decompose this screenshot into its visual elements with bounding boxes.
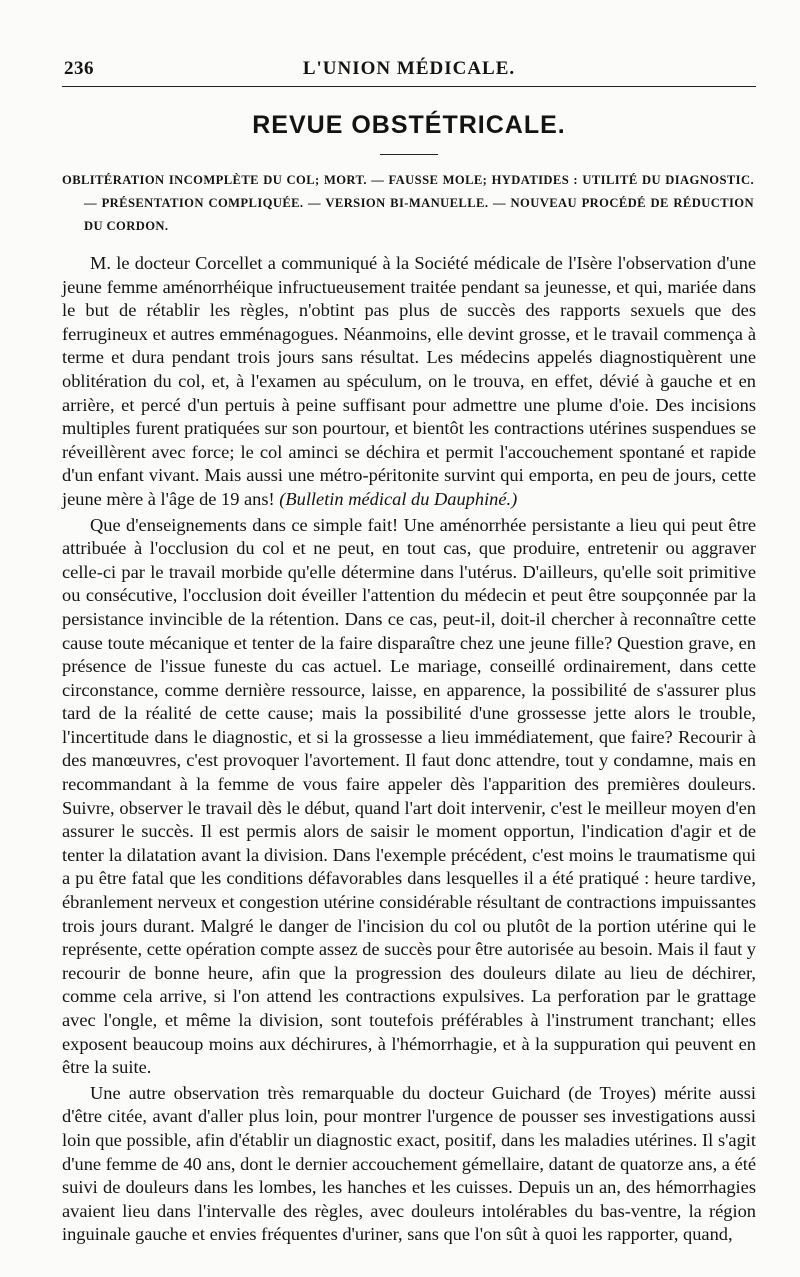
paragraph-text: M. le docteur Corcellet a communiqué à la Société médicale de l'Isère l'observation d'une jeune femme aménorrhéique infructueusement traitée pendant sa jeunesse, et qui, mariée dans le but de rétablir les règles, n'obtint pas plus de succès des rapports sexuels que des ferrugineux et autres emménagogues. Néanmoins, elle devint grosse, et le travail commença à terme et dura pendant trois jours sans résultat. Les médecins appelés diagnostiquèrent une oblitération du col, et, à l'examen au spéculum, on le trouva, en effet, dévié à gauche et en arrière, et percé d'un pertuis à peine suffisant pour admettre une plume d'oie. Des incisions multiples furent pratiquées sur son pourtour, et bientôt les contractions utérines suspendues se réveillèrent avec force; le col aminci se déchira et permit l'accouchement spontané et rapide d'un enfant vivant. Mais aussi une métro-péritonite survint qui emporta, en peu de jours, cette jeune mère à l'âge de 19 ans! xyxy=(62,253,756,509)
citation: (Bulletin médical du Dauphiné.) xyxy=(279,488,518,509)
title-rule xyxy=(380,154,438,155)
paragraph xyxy=(62,252,756,512)
page-header xyxy=(62,56,756,87)
paragraph xyxy=(62,1082,756,1247)
paragraph-text: Que d'enseignements dans ce simple fait! Une aménorrhée persistante a lieu qui peut être attribuée à l'occlusion du col et ne peut, en tout cas, que produire, entretenir ou aggraver celle-ci par le travail morbide qu'elle détermine dans l'utérus. D'ailleurs, qu'elle soit primitive ou consécutive, l'occlusion doit éveiller l'attention du médecin et peut être soupçonnée par la persistance invincible de la rétention. Dans ce cas, peut-il, doit-il chercher à reconnaître cette cause toute mécanique et tenter de la faire disparaître chez une jeune fille? Question grave, en présence de l'issue funeste du cas actuel. Le mariage, conseillé ordinairement, dans cette circonstance, comme dernière ressource, laisse, en apparence, la possibilité de s'assurer plus tard de la réalité de cette cause; mais la possibilité d'une grossesse jette alors le trouble, l'incertitude dans le diagnostic, et si la grossesse a lieu immédiatement, que faire? Recourir à des manœuvres, c'est provoquer l'avortement. Il faut donc attendre, tout y condamne, mais en recommandant à la femme de vous faire appeler dès l'apparition des premières douleurs. Suivre, observer le travail dès le début, quand l'art doit intervenir, c'est le meilleur moyen d'en assurer le succès. Il est permis alors de saisir le moment opportun, l'indication d'agir et de tenter la dilatation avant la division. Dans l'exemple précédent, c'est moins le traumatisme qui a pu être fatal que les conditions défavorables dans lesquelles il a été pratiqué : heure tardive, ébranlement nerveux et congestion utérine considérable résultant de contractions impuissantes trois jours durant. Malgré le danger de l'incision du col ou plutôt de la portion utérine qui le représente, cette opération compte assez de succès pour être autorisée au besoin. Mais il faut y recourir de bonne heure, afin que la progression des douleurs dilate au lieu de déchirer, comme cela arrive, si l'on attend les contractions expulsives. La perforation par le grattage avec l'ongle, et même la division, sont toutefois préférables à l'instrument tranchant; elles exposent beaucoup moins aux déchirures, à l'hémorrhagie, et à la suppuration qui peuvent en être la suite. xyxy=(62,514,757,1078)
section-title: REVUE OBSTÉTRICALE. xyxy=(252,111,566,139)
running-title: L'UNION MÉDICALE. xyxy=(302,58,516,79)
section-summary: OBLITÉRATION INCOMPLÈTE DU COL; MORT. — FAUSSE MOLE; HYDATIDES : UTILITÉ DU DIAGNOSTIC. — PRÉSENTATION COMPLIQUÉE. — VERSION BI-MANUELLE. — NOUVEAU PROCÉDÉ DE RÉDUCTION DU CORDON. xyxy=(62,173,754,233)
article-body xyxy=(62,252,756,1247)
paragraph-text: Une autre observation très remarquable du docteur Guichard (de Troyes) mérite aussi d'être citée, avant d'aller plus loin, pour montrer l'urgence de pousser ses investigations aussi loin que possible, afin d'établir un diagnostic exact, positif, dans les maladies utérines. Il s'agit d'une femme de 40 ans, dont le dernier accouchement gémellaire, datant de quatorze ans, a été suivi de douleurs dans les lombes, les hanches et les cuisses. Depuis un an, des hémorrhagies avaient lieu dans l'intervalle des règles, avec douleurs intolérables du bas-ventre, la région inguinale gauche et envies fréquentes d'uriner, sans que l'on sût à quoi les rapporter, quand, xyxy=(62,1082,756,1245)
page-number: 236 xyxy=(64,58,94,79)
paragraph xyxy=(62,514,756,1080)
